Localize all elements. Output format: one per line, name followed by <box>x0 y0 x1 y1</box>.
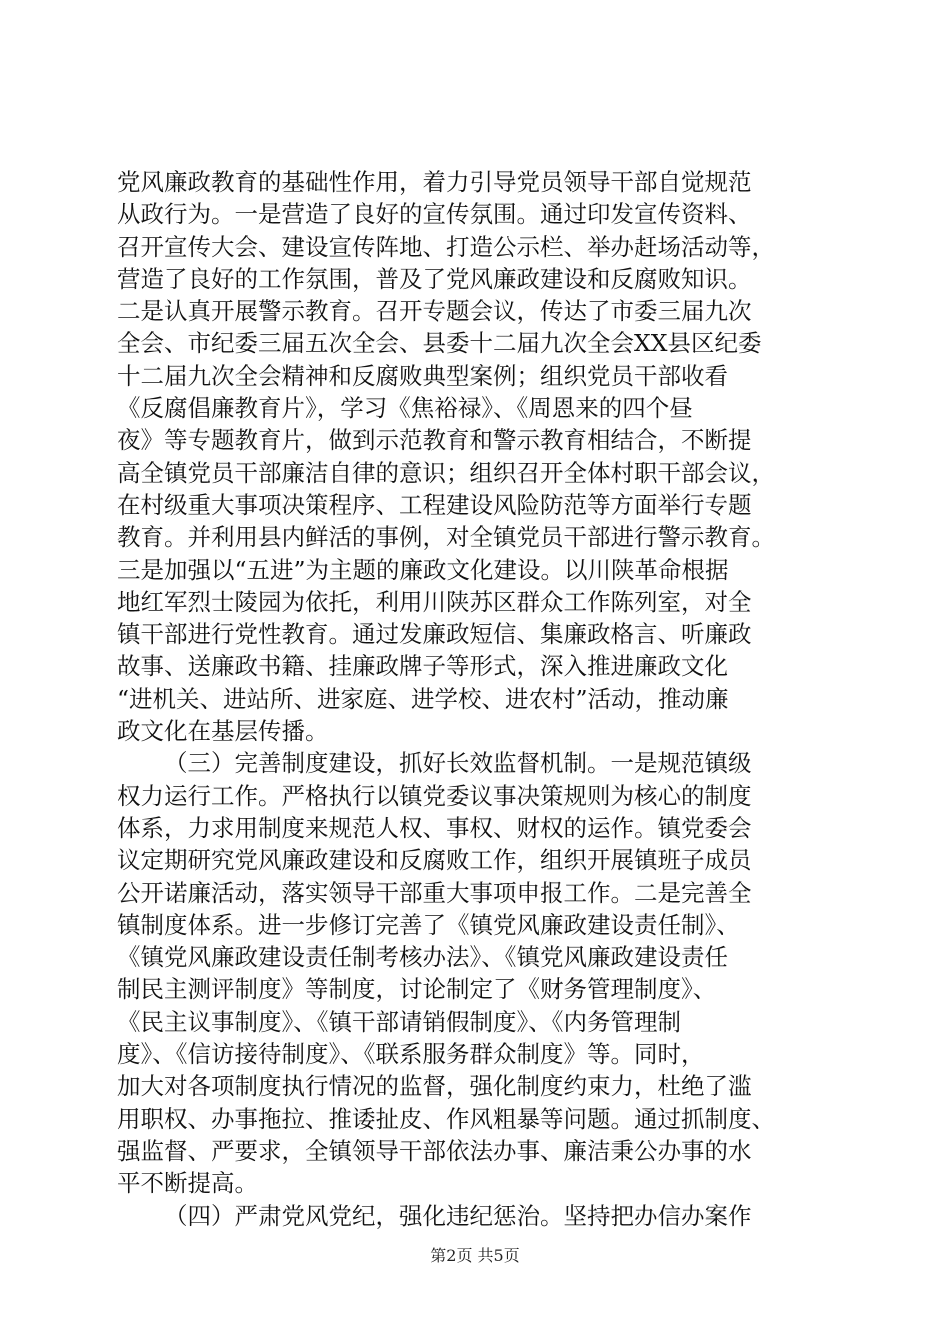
text-line: （三）完善制度建设，抓好长效监督机制。一是规范镇级 <box>164 749 752 778</box>
text-line: 权力运行工作。严格执行以镇党委议事决策规则为核心的制度 <box>117 781 752 810</box>
text-line: 二是认真开展警示教育。召开专题会议，传达了市委三届九次 <box>117 297 752 326</box>
text-line: “进机关、进站所、进家庭、进学校、进农村”活动，推动廉 <box>117 684 729 713</box>
text-line: 《民主议事制度》、《镇干部请销假制度》、《内务管理制 <box>117 1007 681 1036</box>
text-line: 度》、《信访接待制度》、《联系服务群众制度》等。同时， <box>117 1040 705 1069</box>
text-line: 平不断提高。 <box>117 1169 258 1198</box>
text-line: 故事、送廉政书籍、挂廉政牌子等形式，深入推进廉政文化 <box>117 652 728 681</box>
text-line: 《镇党风廉政建设责任制考核办法》、《镇党风廉政建设责任 <box>117 943 728 972</box>
text-line: 十二届九次全会精神和反腐败典型案例；组织党员干部收看 <box>117 361 728 390</box>
text-line: 镇干部进行党性教育。通过发廉政短信、集廉政格言、听廉政 <box>117 620 752 649</box>
text-line: 教育。并利用县内鲜活的事例，对全镇党员干部进行警示教育。 <box>117 523 775 552</box>
text-line: 高全镇党员干部廉洁自律的意识；组织召开全体村职干部会议， <box>117 458 775 487</box>
text-line: 《反腐倡廉教育片》，学习《焦裕禄》、《周恩来的四个昼 <box>117 394 693 423</box>
text-line: 用职权、办事拖拉、推诿扯皮、作风粗暴等问题。通过抓制度、 <box>117 1104 775 1133</box>
text-line: 全会、市纪委三届五次全会、县委十二届九次全会XX县区纪委 <box>117 329 762 358</box>
body-text <box>117 166 837 1232</box>
text-line: 从政行为。一是营造了良好的宣传氛围。通过印发宣传资料、 <box>117 200 752 229</box>
text-line: 制民主测评制度》等制度，讨论制定了《财务管理制度》、 <box>117 975 717 1004</box>
text-line: 在村级重大事项决策程序、工程建设风险防范等方面举行专题 <box>117 490 752 519</box>
text-line: 夜》等专题教育片，做到示范教育和警示教育相结合，不断提 <box>117 426 752 455</box>
text-line: 镇制度体系。进一步修订完善了《镇党风廉政建设责任制》、 <box>117 910 740 939</box>
text-line: 政文化在基层传播。 <box>117 717 329 746</box>
text-line: 议定期研究党风廉政建设和反腐败工作，组织开展镇班子成员 <box>117 846 752 875</box>
text-line: 地红军烈士陵园为依托，利用川陕苏区群众工作陈列室，对全 <box>117 587 752 616</box>
text-line: 公开诺廉活动，落实领导干部重大事项申报工作。二是完善全 <box>117 878 752 907</box>
text-line: 营造了良好的工作氛围，普及了党风廉政建设和反腐败知识。 <box>117 264 752 293</box>
text-line: 加大对各项制度执行情况的监督，强化制度约束力，杜绝了滥 <box>117 1072 752 1101</box>
text-line: 强监督、严要求，全镇领导干部依法办事、廉洁秉公办事的水 <box>117 1136 752 1165</box>
page-footer: 第2页 共5页 <box>430 1246 520 1265</box>
text-line: 召开宣传大会、建设宣传阵地、打造公示栏、举办赶场活动等， <box>117 232 775 261</box>
text-line: 三是加强以“五进”为主题的廉政文化建设。以川陕革命根据 <box>117 555 729 584</box>
text-line: （四）严肃党风党纪，强化违纪惩治。坚持把办信办案作 <box>164 1201 752 1230</box>
text-line: 党风廉政教育的基础性作用，着力引导党员领导干部自觉规范 <box>117 168 752 196</box>
text-line: 体系，力求用制度来规范人权、事权、财权的运作。镇党委会 <box>117 813 752 842</box>
